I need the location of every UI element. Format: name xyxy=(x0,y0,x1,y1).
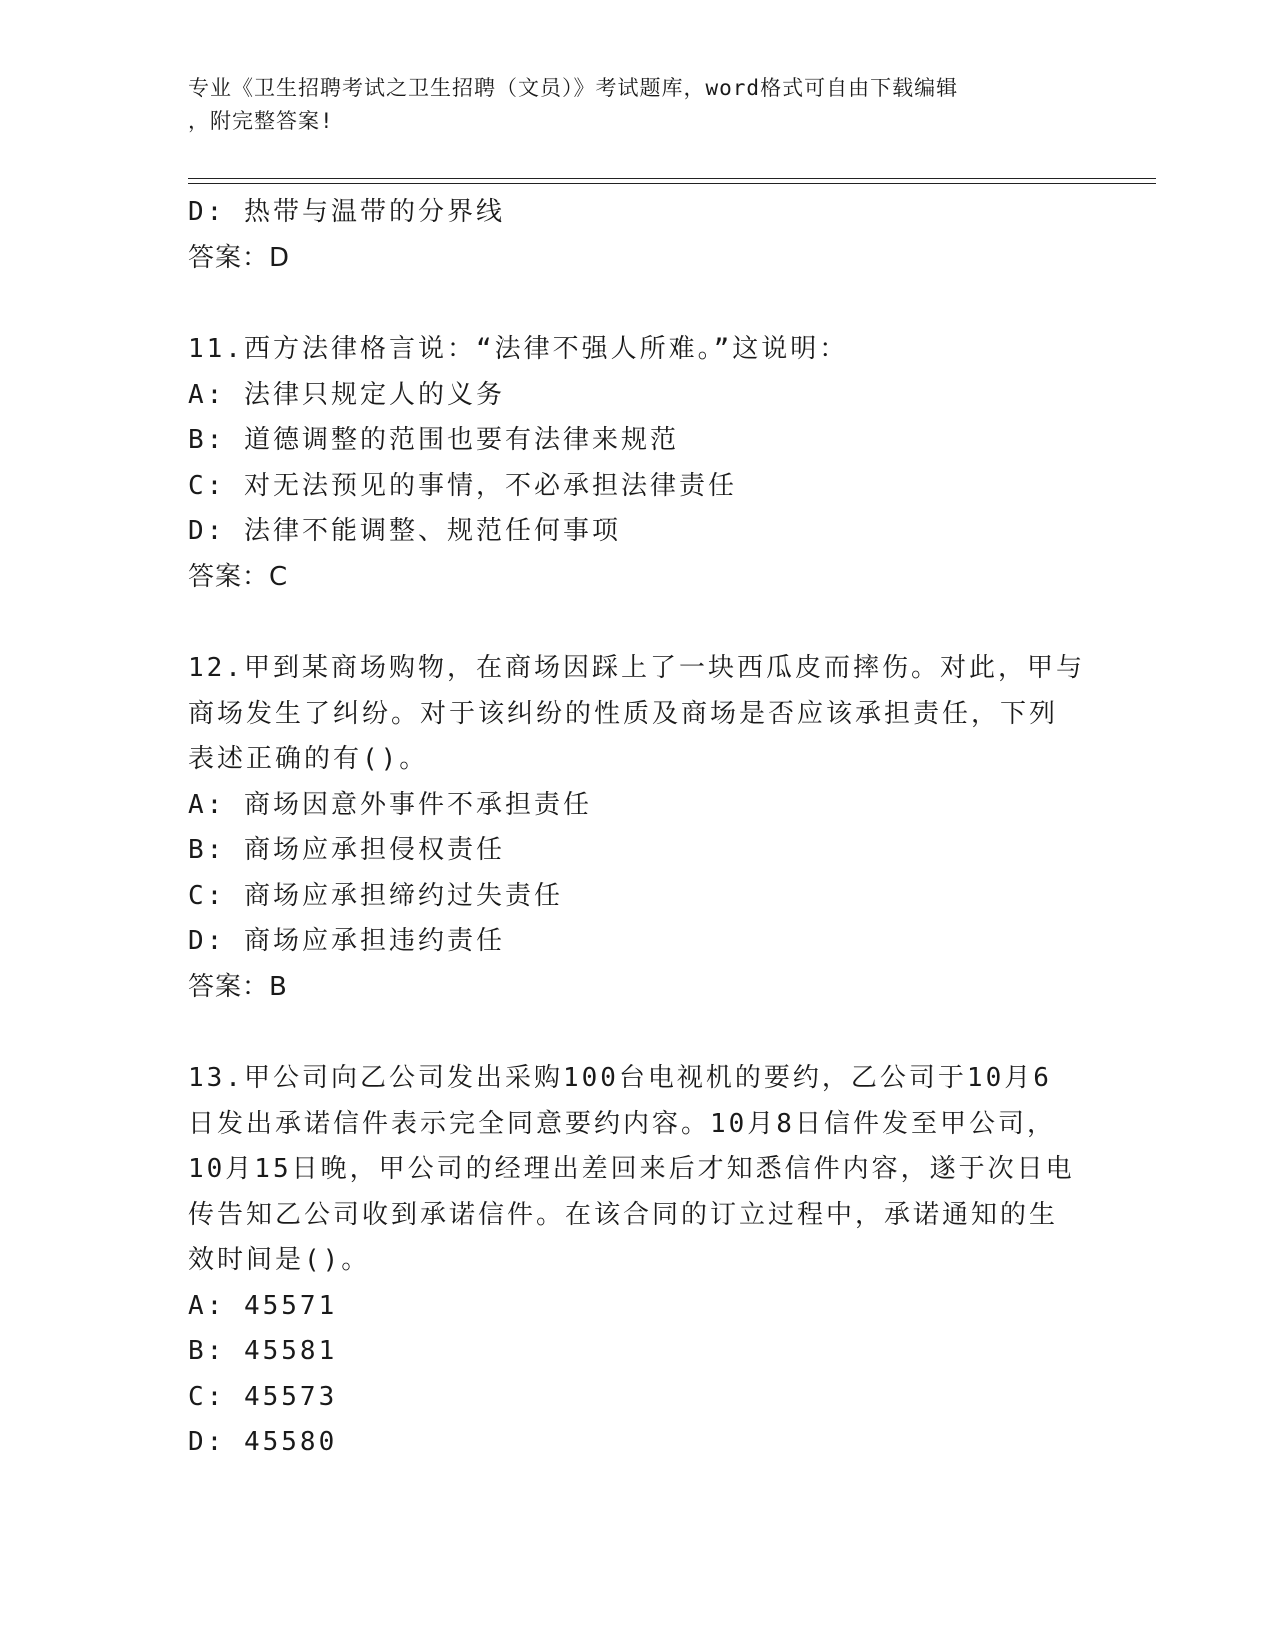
q13-stem-line-4: 传告知乙公司收到承诺信件。在该合同的订立过程中，承诺通知的生 xyxy=(188,1199,1059,1230)
q11-option-d: D: 法律不能调整、规范任何事项 xyxy=(188,516,621,546)
question-content xyxy=(188,190,1088,1466)
q12-option-c: C: 商场应承担缔约过失责任 xyxy=(188,880,563,911)
q12-option-b: B: 商场应承担侵权责任 xyxy=(188,835,505,865)
q13-option-c: C: 45573 xyxy=(188,1381,338,1412)
q13-option-b: B: 45581 xyxy=(188,1336,338,1366)
q11-option-a: A: 法律只规定人的义务 xyxy=(188,379,505,410)
q12-stem-line-1: 12.甲到某商场购物，在商场因踩上了一块西瓜皮而摔伤。对此，甲与 xyxy=(188,653,1085,683)
q13-stem-line-3: 10月15日晚，甲公司的经理出差回来后才知悉信件内容，遂于次日电 xyxy=(188,1154,1075,1184)
q13-stem-line-5: 效时间是()。 xyxy=(188,1245,371,1275)
header-divider-top xyxy=(188,178,1156,179)
q13-option-a: A: 45571 xyxy=(188,1290,338,1321)
header-line-1: 专业《卫生招聘考试之卫生招聘（文员）》考试题库，word格式可自由下载编辑 xyxy=(188,76,959,100)
q12-stem-line-3: 表述正确的有()。 xyxy=(188,744,429,774)
q12-option-d: D: 商场应承担违约责任 xyxy=(188,926,505,956)
q11-option-c: C: 对无法预见的事情，不必承担法律责任 xyxy=(188,470,737,501)
q11-answer: 答案：C xyxy=(188,561,289,592)
q12-option-a: A: 商场因意外事件不承担责任 xyxy=(188,789,592,820)
header-line-2: ，附完整答案! xyxy=(188,109,334,133)
q13-option-d: D: 45580 xyxy=(188,1427,338,1457)
prev-option-d: D: 热带与温带的分界线 xyxy=(188,197,505,227)
q11-option-b: B: 道德调整的范围也要有法律来规范 xyxy=(188,425,679,455)
spacer xyxy=(188,281,1088,327)
header-divider-bottom xyxy=(188,183,1156,184)
q13-stem-line-2: 日发出承诺信件表示完全同意要约内容。10月8日信件发至甲公司， xyxy=(188,1108,1056,1139)
q13-stem-line-1: 13.甲公司向乙公司发出采购100台电视机的要约，乙公司于10月6 xyxy=(188,1063,1052,1093)
q11-stem: 11.西方法律格言说：“法律不强人所难。”这说明： xyxy=(188,334,849,364)
spacer xyxy=(188,1010,1088,1056)
spacer xyxy=(188,600,1088,646)
q12-answer: 答案：B xyxy=(188,971,288,1002)
prev-answer: 答案：D xyxy=(188,242,291,273)
q12-stem-line-2: 商场发生了纠纷。对于该纠纷的性质及商场是否应该承担责任，下列 xyxy=(188,698,1059,729)
document-header xyxy=(188,72,1088,138)
